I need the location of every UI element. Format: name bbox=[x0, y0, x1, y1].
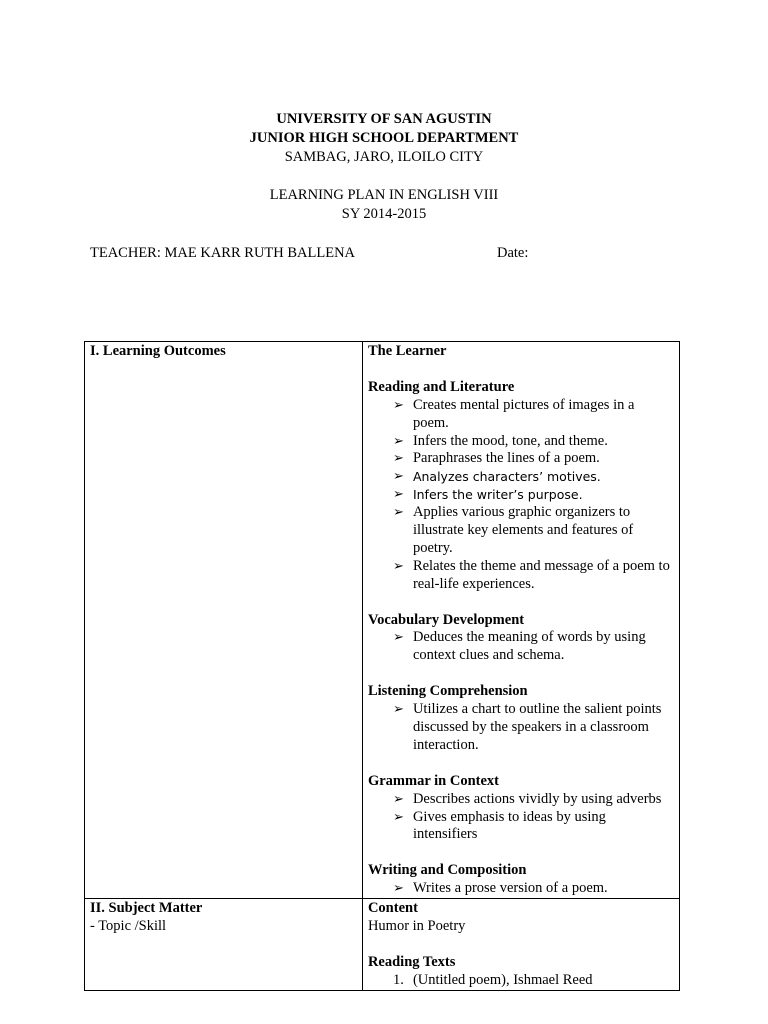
content-heading: Content bbox=[367, 900, 418, 917]
university-name: UNIVERSITY OF SAN AGUSTIN bbox=[276, 111, 492, 127]
section-title-listening: Listening Comprehension bbox=[367, 683, 528, 700]
learner-heading: The Learner bbox=[367, 343, 447, 359]
list-item: ➢ Gives emphasis to ideas by using intensifiers bbox=[393, 809, 673, 845]
list-item: ➢ Writes a prose version of a poem. bbox=[393, 880, 673, 898]
list-item: ➢ Infers the mood, tone, and theme. bbox=[393, 433, 673, 451]
reading-texts-heading: Reading Texts bbox=[367, 953, 456, 970]
reading-texts-list bbox=[368, 972, 673, 990]
list-item: ➢ Deduces the meaning of words by using context clues and schema. bbox=[393, 629, 673, 665]
vocabulary-outcomes-list bbox=[368, 629, 673, 665]
subject-matter-content bbox=[362, 899, 679, 991]
reading-text-title: (Untitled poem), Ishmael Reed bbox=[412, 971, 593, 988]
list-item: ➢ Analyzes characters’ motives. bbox=[393, 468, 673, 486]
date-label: Date: bbox=[497, 245, 529, 261]
learning-outcomes-cell bbox=[85, 342, 363, 899]
subject-matter-sublabel: - Topic /Skill bbox=[90, 917, 167, 934]
list-item: ➢ Applies various graphic organizers to illustrate key elements and features of poetry. bbox=[393, 504, 673, 558]
section-title-vocabulary: Vocabulary Development bbox=[367, 611, 525, 628]
list-item: ➢ Describes actions vividly by using adverbs bbox=[393, 791, 673, 809]
list-number: 1. bbox=[392, 971, 404, 988]
learning-outcomes-content bbox=[362, 342, 679, 899]
teacher-line: TEACHER: MAE KARR RUTH BALLENA bbox=[90, 245, 356, 261]
reading-outcomes-list bbox=[368, 397, 673, 594]
list-item: ➢ Paraphrases the lines of a poem. bbox=[393, 450, 673, 468]
table-row bbox=[85, 899, 680, 991]
department-name: JUNIOR HIGH SCHOOL DEPARTMENT bbox=[249, 130, 519, 146]
table-row bbox=[85, 342, 680, 899]
subject-matter-label: II. Subject Matter bbox=[90, 900, 203, 917]
list-item: ➢ Infers the writer’s purpose. bbox=[393, 486, 673, 504]
list-item: ➢ Relates the theme and message of a poem to real-life experiences. bbox=[393, 558, 673, 594]
list-item: ➢ Creates mental pictures of images in a poem. bbox=[393, 397, 673, 433]
grammar-outcomes-list bbox=[368, 791, 673, 845]
section-title-writing: Writing and Composition bbox=[367, 862, 527, 879]
list-item: ➢ Utilizes a chart to outline the salient points discussed by the speakers in a classroom interaction. bbox=[393, 701, 673, 755]
school-year: SY 2014-2015 bbox=[341, 206, 427, 222]
plan-title: LEARNING PLAN IN ENGLISH VIII bbox=[269, 187, 499, 203]
listening-outcomes-list bbox=[368, 701, 673, 755]
section-title-grammar: Grammar in Context bbox=[367, 772, 499, 789]
content-value: Humor in Poetry bbox=[367, 917, 466, 934]
school-address: SAMBAG, JARO, ILOILO CITY bbox=[284, 149, 484, 165]
learning-plan-table bbox=[84, 341, 680, 991]
section-title-reading: Reading and Literature bbox=[367, 378, 515, 395]
subject-matter-cell bbox=[85, 899, 363, 991]
learning-outcomes-label: I. Learning Outcomes bbox=[90, 343, 226, 359]
list-item bbox=[393, 972, 673, 990]
writing-outcomes-list bbox=[368, 880, 673, 898]
